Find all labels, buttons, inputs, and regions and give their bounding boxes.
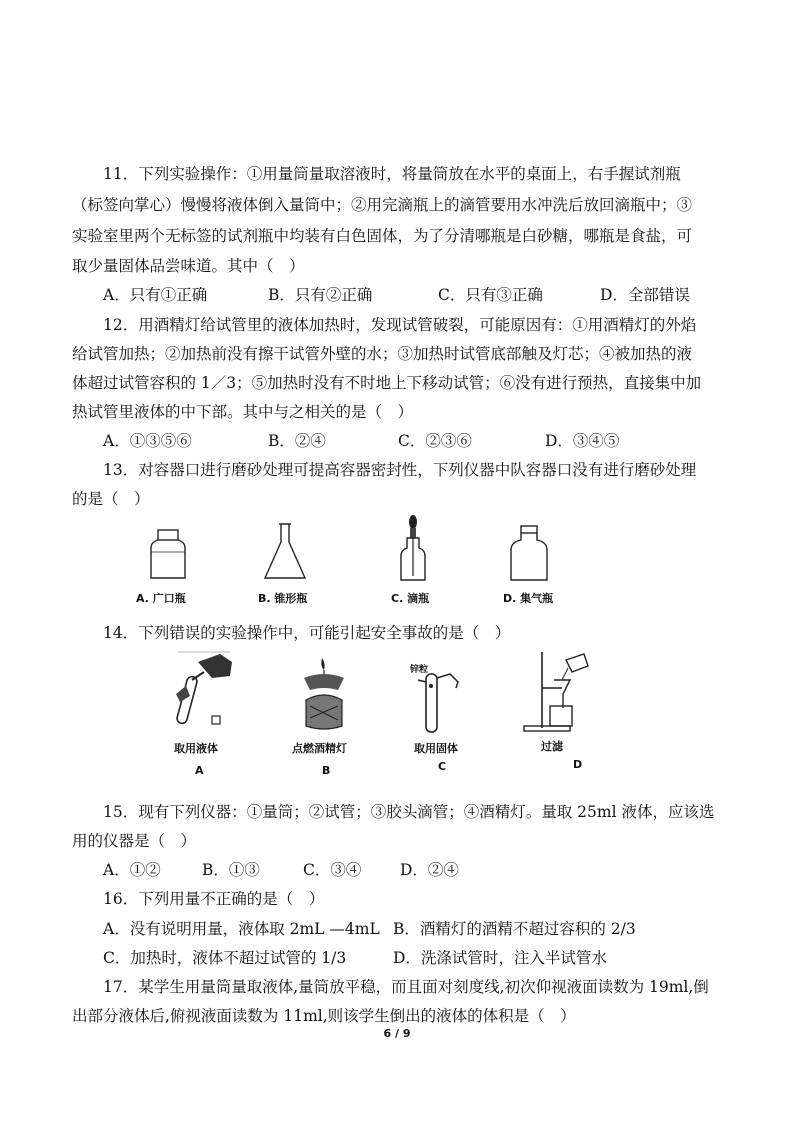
q14-letter-b: B bbox=[322, 764, 331, 777]
q16-option-c: C．加热时，液体不超过试管的 1/3 bbox=[103, 949, 347, 967]
q11-line2: （标签向掌心）慢慢将液体倒入量筒中；②用完滴瓶上的滴管要用水冲洗后放回滴瓶中；③ bbox=[72, 196, 693, 214]
wide-mouth-bottle-figure bbox=[148, 528, 188, 580]
q12-line4: 热试管里液体的中下部。其中与之相关的是（ ） bbox=[72, 403, 414, 421]
q12-option-b: B．②④ bbox=[268, 432, 326, 450]
conical-flask-figure bbox=[262, 522, 308, 582]
q17-line2: 出部分液体后,俯视液面读数为 11ml,则该学生倒出的液体的体积是（ ） bbox=[72, 1007, 576, 1025]
q14-label-a: 取用液体 bbox=[174, 742, 218, 755]
q14-letter-d: D bbox=[573, 758, 583, 771]
q11-line4: 取少量固体品尝味道。其中（ ） bbox=[72, 257, 305, 275]
q11-option-b: B．只有②正确 bbox=[268, 286, 373, 304]
q13-label-c: C. 滴瓶 bbox=[391, 592, 430, 605]
q14-letter-c: C bbox=[438, 760, 447, 773]
q15-option-d: D．②④ bbox=[400, 861, 459, 879]
q12-option-c: C．②③⑥ bbox=[398, 432, 472, 450]
q14-line1: 14．下列错误的实验操作中，可能引起安全事故的是（ ） bbox=[103, 624, 511, 642]
q15-option-b: B．①③ bbox=[202, 861, 260, 879]
q13-label-b: B. 锥形瓶 bbox=[258, 592, 308, 605]
q15-option-c: C．③④ bbox=[303, 861, 362, 879]
q17-line1: 17．某学生用量筒量取液体,量筒放平稳，而且面对刻度线,初次仰视液面读数为 19ml,倒 bbox=[103, 978, 709, 996]
q11-option-d: D．全部错误 bbox=[600, 286, 690, 304]
zinc-granule-label: 锌粒 bbox=[410, 665, 429, 675]
pouring-liquid-figure bbox=[168, 650, 240, 730]
q15-option-a: A．①② bbox=[103, 861, 161, 879]
dropper-bottle-figure bbox=[398, 514, 428, 582]
q12-option-d: D．③④⑤ bbox=[545, 432, 620, 450]
q13-label-d: D. 集气瓶 bbox=[503, 592, 554, 605]
q15-line2: 用的仪器是（ ） bbox=[72, 832, 197, 850]
q14-label-b: 点燃酒精灯 bbox=[292, 742, 347, 755]
page-number: 6 / 9 bbox=[383, 1027, 411, 1040]
lighting-alcohol-lamp-figure bbox=[298, 656, 350, 732]
q12-line3: 体超过试管容积的 1／3；⑤加热时没有不时地上下移动试管；⑥没有进行预热，直接集中加 bbox=[72, 374, 702, 392]
q14-label-d: 过滤 bbox=[541, 740, 563, 753]
q13-label-a: A. 广口瓶 bbox=[136, 592, 186, 605]
q15-line1: 15．现有下列仪器：①量筒；②试管；③胶头滴管；④酒精灯。量取 25ml 液体，应该选 bbox=[103, 803, 715, 821]
q13-line1: 13．对容器口进行磨砂处理可提高容器密封性，下列仪器中队容器口没有进行磨砂处理 bbox=[103, 461, 697, 479]
q11-line3: 实验室里两个无标签的试剂瓶中均装有白色固体，为了分清哪瓶是白砂糖，哪瓶是食盐，可 bbox=[72, 227, 693, 245]
q11-option-c: C．只有③正确 bbox=[438, 286, 543, 304]
q14-label-c: 取用固体 bbox=[414, 742, 458, 755]
q16-line1: 16．下列用量不正确的是（ ） bbox=[103, 890, 325, 908]
q16-option-d: D．洗涤试管时，注入半试管水 bbox=[393, 949, 607, 967]
q16-option-b: B．酒精灯的酒精不超过容积的 2/3 bbox=[393, 920, 636, 938]
q12-line1: 12．用酒精灯给试管里的液体加热时，发现试管破裂，可能原因有：①用酒精灯的外焰 bbox=[103, 316, 697, 334]
q12-line2: 给试管加热；②加热前没有擦干试管外壁的水；③加热时试管底部触及灯芯；④被加热的液 bbox=[72, 345, 693, 363]
q14-letter-a: A bbox=[195, 764, 204, 777]
gas-collecting-bottle-figure bbox=[508, 524, 550, 582]
q11-line1: 11．下列实验操作：①用量筒量取溶液时，将量筒放在水平的桌面上，右手握试剂瓶 bbox=[103, 165, 681, 183]
q11-option-a: A．只有①正确 bbox=[103, 286, 208, 304]
q13-line2: 的是（ ） bbox=[72, 490, 150, 508]
q16-option-a: A．没有说明用量，液体取 2mL —4mL bbox=[103, 920, 380, 938]
q12-option-a: A．①③⑤⑥ bbox=[103, 432, 192, 450]
filtration-figure bbox=[520, 650, 590, 734]
